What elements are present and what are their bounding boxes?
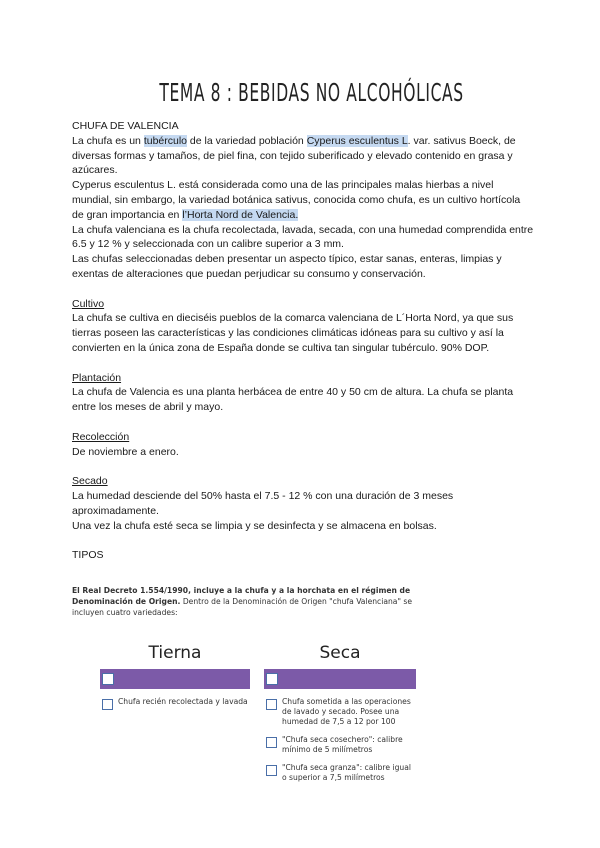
tierna-column (100, 643, 250, 707)
paragraph: Una vez la chufa esté seca se limpia y se desinfecta y se almacena en bolsas. (72, 519, 437, 532)
list-item (100, 697, 250, 707)
figure-intro (72, 585, 442, 618)
page-title: TEMA 8 : BEBIDAS NO ALCOHÓLICAS (159, 78, 464, 107)
paragraph: La chufa valenciana es la chufa recolectada, lavada, secada, con una humedad comprendida entre 6.5 y 12 % y seleccionada con un calibre superior a 3 mm. (72, 223, 534, 251)
paragraph (72, 134, 534, 178)
subheading-tipos: TIPOS (72, 549, 104, 562)
list-item-text: Chufa recién recolectada y lavada (118, 697, 248, 706)
paragraph: De noviembre a enero. (72, 445, 179, 458)
list-item (264, 735, 416, 755)
checkbox-icon (266, 737, 277, 748)
section-heading: CHUFA DE VALENCIA (72, 120, 179, 132)
subheading-cultivo: Cultivo (72, 297, 105, 310)
tierna-title: Tierna (148, 643, 202, 663)
document-body (72, 119, 534, 563)
subheading-plantacion: Plantación (72, 371, 122, 384)
checkbox-icon (266, 673, 278, 685)
checkbox-icon (266, 765, 277, 776)
text-run: La chufa es un (72, 134, 144, 147)
list-item (264, 763, 416, 783)
highlighted-text: tubérculo (143, 134, 188, 147)
text-run: de la variedad población (187, 134, 307, 147)
subheading-recoleccion: Recolección (72, 430, 130, 443)
paragraph: La chufa se cultiva en dieciséis pueblos de la comarca valenciana de L´Horta Nord, ya que sus tierras poseen las características y las condiciones climáticas idóneas para su cultivo y así la convierten en la única zona de España donde se cultiva tan singular tubérculo. 90% DOP. (72, 312, 514, 354)
list-item (264, 697, 416, 727)
checkbox-icon (102, 699, 113, 710)
checkbox-icon (102, 673, 114, 685)
subheading-secado: Secado (72, 475, 108, 488)
text-run: . var. sativus Boeck, de diversas formas y tamaños, de piel fina, con tejido suberificado y elevado contenido en grasa y azúcares. (72, 134, 516, 177)
seca-column (264, 643, 416, 783)
tierna-bar (100, 669, 250, 689)
list-item-text: "Chufa seca granza": calibre igual o superior a 7,5 milímetros (282, 763, 411, 782)
tipos-figure (72, 585, 442, 782)
list-item-text: Chufa sometida a las operaciones de lavado y secado. Posee una humedad de 7,5 a 12 por 100 (282, 697, 411, 726)
checkbox-icon (266, 699, 277, 710)
paragraph: Las chufas seleccionadas deben presentar un aspecto típico, estar sanas, enteras, limpias y exentas de alteraciones que puedan perjudicar su consumo y conservación. (72, 253, 502, 280)
seca-bar (264, 669, 416, 689)
highlighted-text: l’Horta Nord de Valencia. (182, 208, 299, 221)
highlighted-text: Cyperus esculentus L (306, 134, 408, 147)
paragraph: La humedad desciende del 50% hasta el 7.5 - 12 % con una duración de 3 meses aproximadamente. (72, 489, 454, 517)
figure-intro-text: Dentro de la Denominación de Origen "chufa Valenciana" se incluyen cuatro variedades: (72, 597, 412, 617)
paragraph: La chufa de Valencia es una planta herbácea de entre 40 y 50 cm de altura. La chufa se planta entre los meses de abril y mayo. (72, 386, 514, 414)
list-item-text: "Chufa seca cosechero": calibre mínimo de 5 milímetros (282, 735, 403, 754)
seca-title: Seca (319, 643, 361, 663)
figure-intro-bold: El Real Decreto 1.554/1990, incluye a la chufa y a la horchata en el régimen de Denominación de Origen. (72, 586, 411, 606)
text-run: Cyperus esculentus L. está considerada como una de las principales malas hierbas a nivel mundial, sin embargo, la variedad botánica sativus, conocida como chufa, es un cultivo hortícola de gran importancia en (72, 179, 521, 221)
paragraph (72, 178, 534, 222)
